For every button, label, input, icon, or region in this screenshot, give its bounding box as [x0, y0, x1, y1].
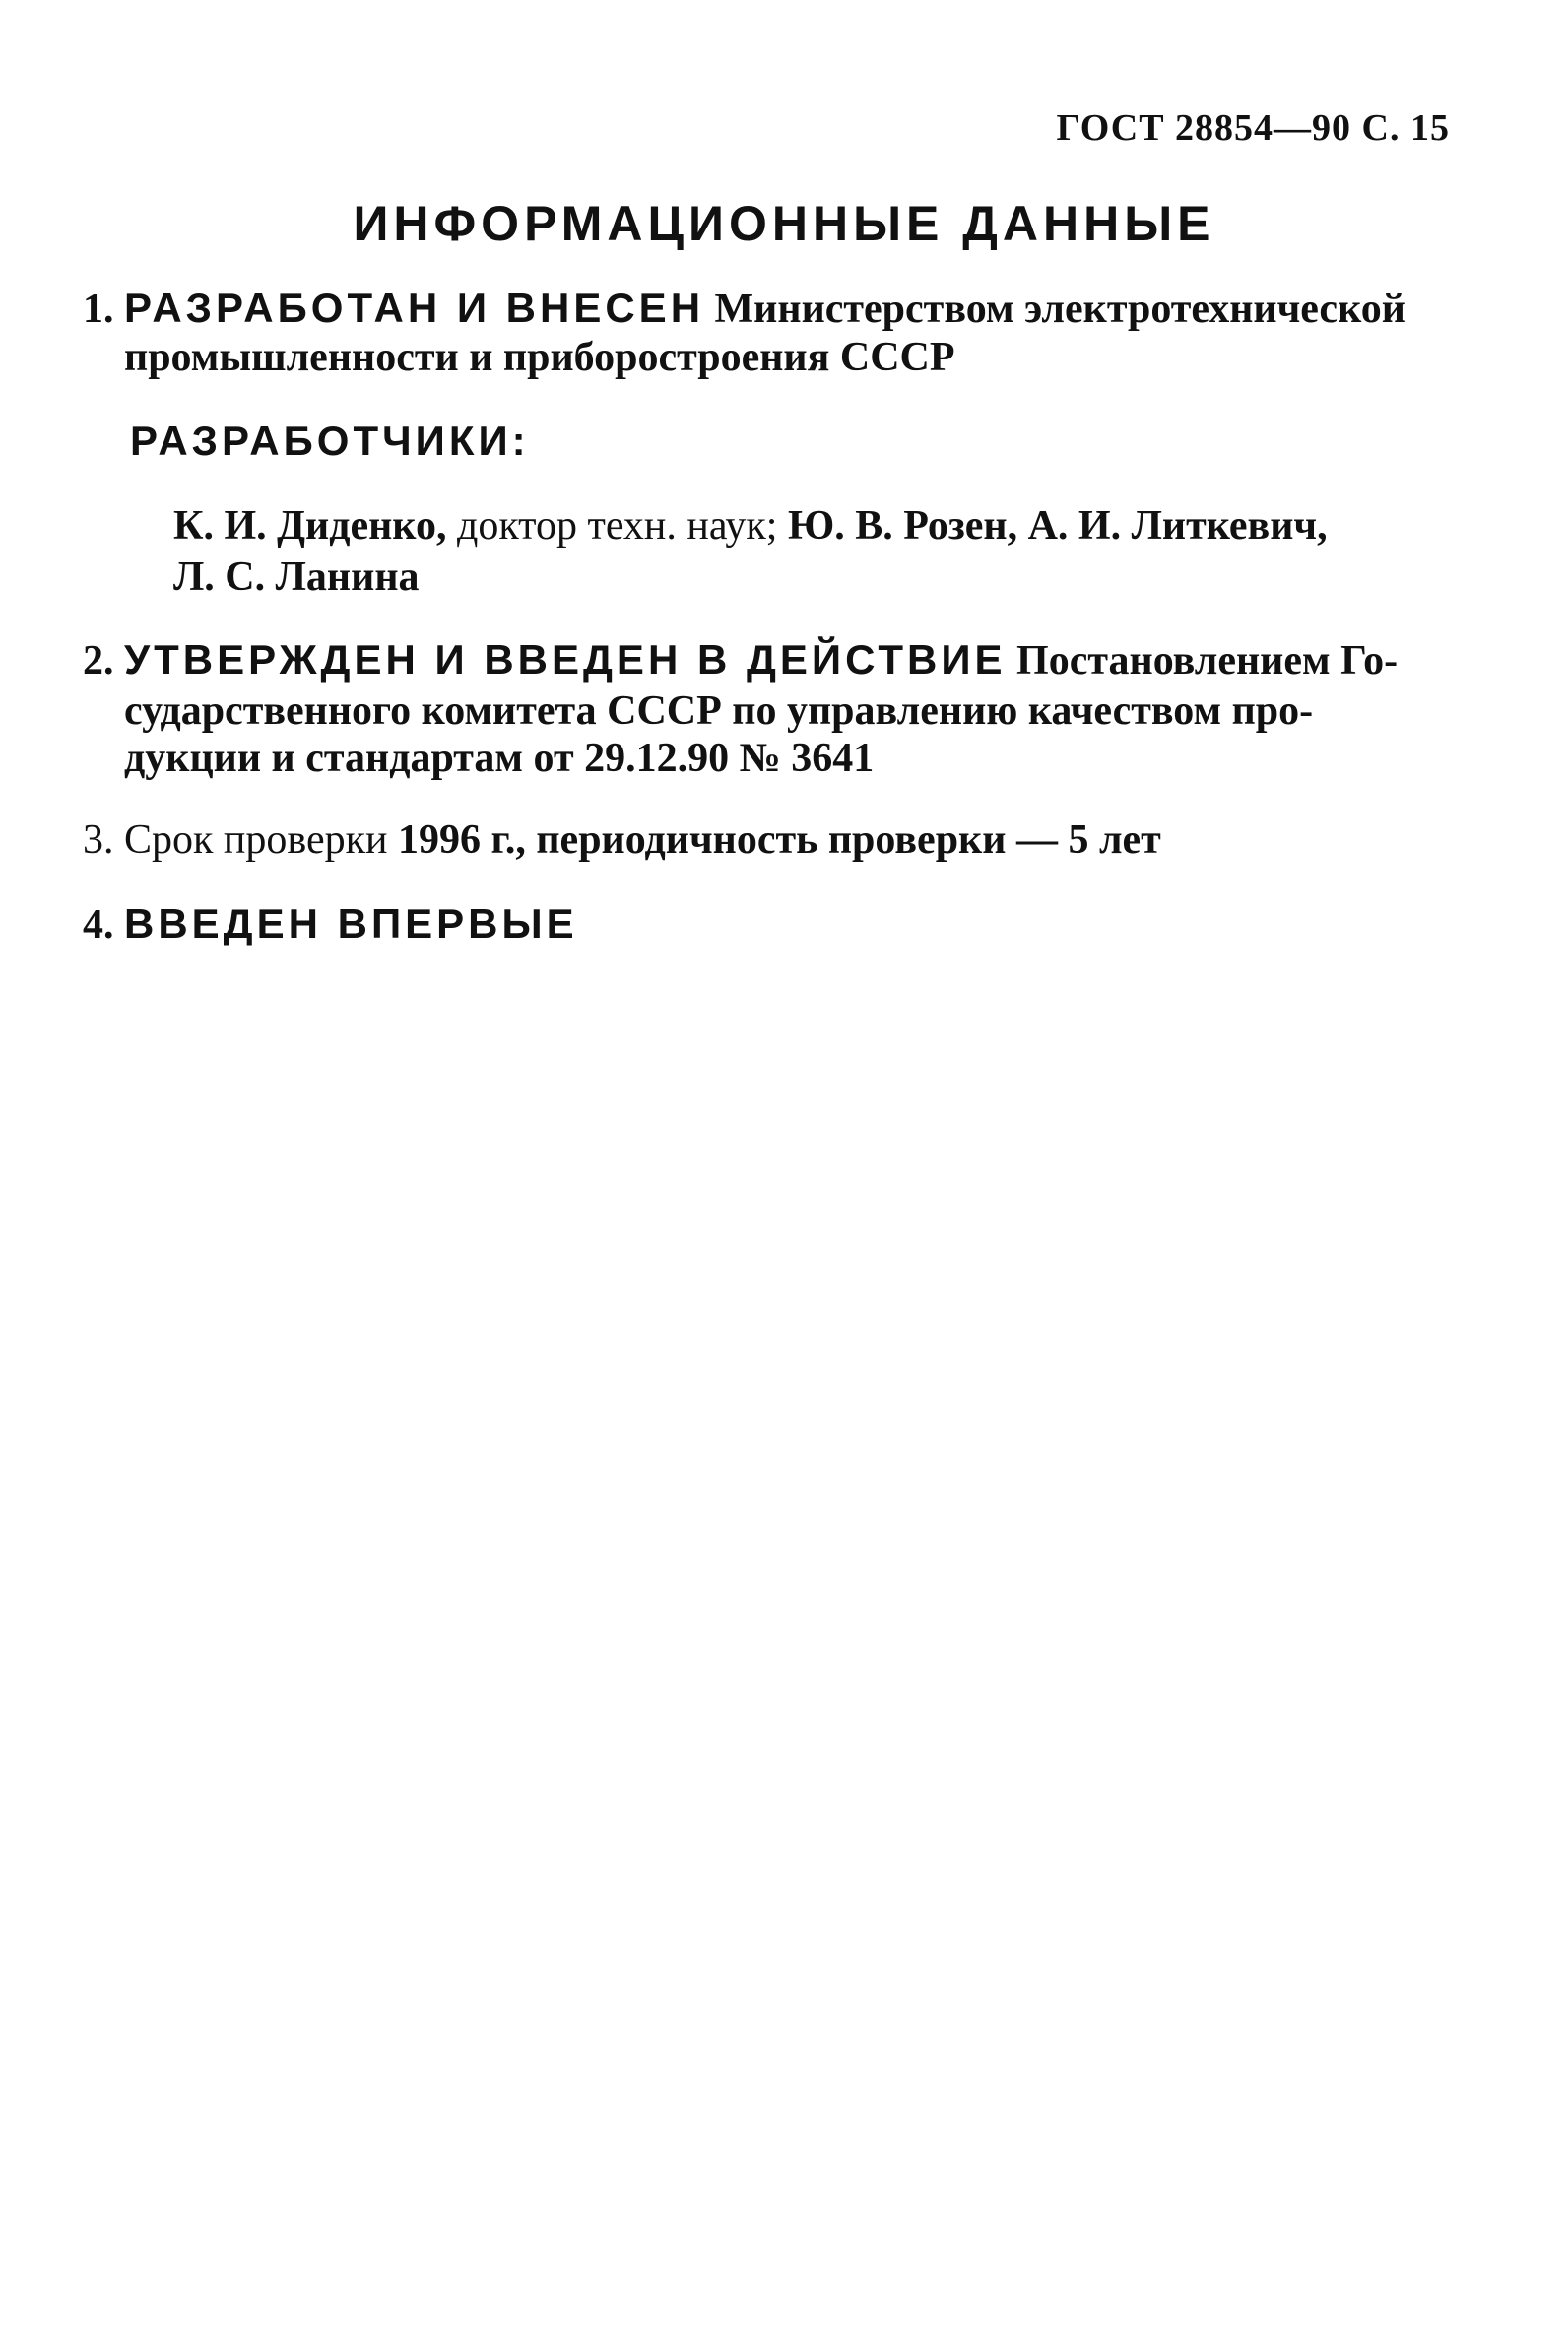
developer-names: Ю. В. Розен, А. И. Литкевич, — [787, 503, 1328, 549]
developer-name: К. И. Диденко, — [173, 503, 447, 549]
developers-label: РАЗРАБОТЧИКИ: — [130, 418, 530, 464]
document-code: ГОСТ 28854—90 С. 15 — [1056, 107, 1450, 149]
document-title: ИНФОРМАЦИОННЫЕ ДАННЫЕ — [353, 196, 1215, 251]
item-1-caps: РАЗРАБОТАН И ВНЕСЕН — [124, 285, 705, 331]
item-1-line-1 — [83, 284, 1405, 334]
developers-line-1 — [173, 502, 1328, 550]
item-3-text-a: Срок проверки — [124, 817, 388, 863]
item-3-number: 3. — [83, 817, 114, 863]
item-2-text: Постановлением Го- — [1016, 638, 1399, 683]
item-2-number: 2. — [83, 638, 114, 683]
item-2-line-1 — [83, 635, 1398, 685]
item-2-line-2: сударственного комитета СССР по управлению качеством про- — [124, 688, 1314, 734]
item-3 — [83, 815, 1161, 865]
item-3-text-b: 1996 г., периодичность проверки — 5 лет — [398, 817, 1161, 863]
developer-title: доктор техн. наук; — [456, 503, 778, 549]
item-4-caps: ВВЕДЕН ВПЕРВЫЕ — [124, 900, 578, 946]
item-2-line-3: дукции и стандартам от 29.12.90 № 3641 — [124, 736, 875, 781]
item-4-number: 4. — [83, 902, 114, 947]
item-1-number: 1. — [83, 287, 114, 332]
item-4 — [83, 899, 578, 949]
item-1-text: Министерством электротехнической — [714, 287, 1405, 332]
item-1-line-2: промышленности и приборостроения СССР — [124, 335, 955, 380]
developers-line-2: Л. С. Ланина — [173, 554, 420, 600]
item-2-caps: УТВЕРЖДЕН И ВВЕДЕН В ДЕЙСТВИЕ — [124, 636, 1007, 683]
